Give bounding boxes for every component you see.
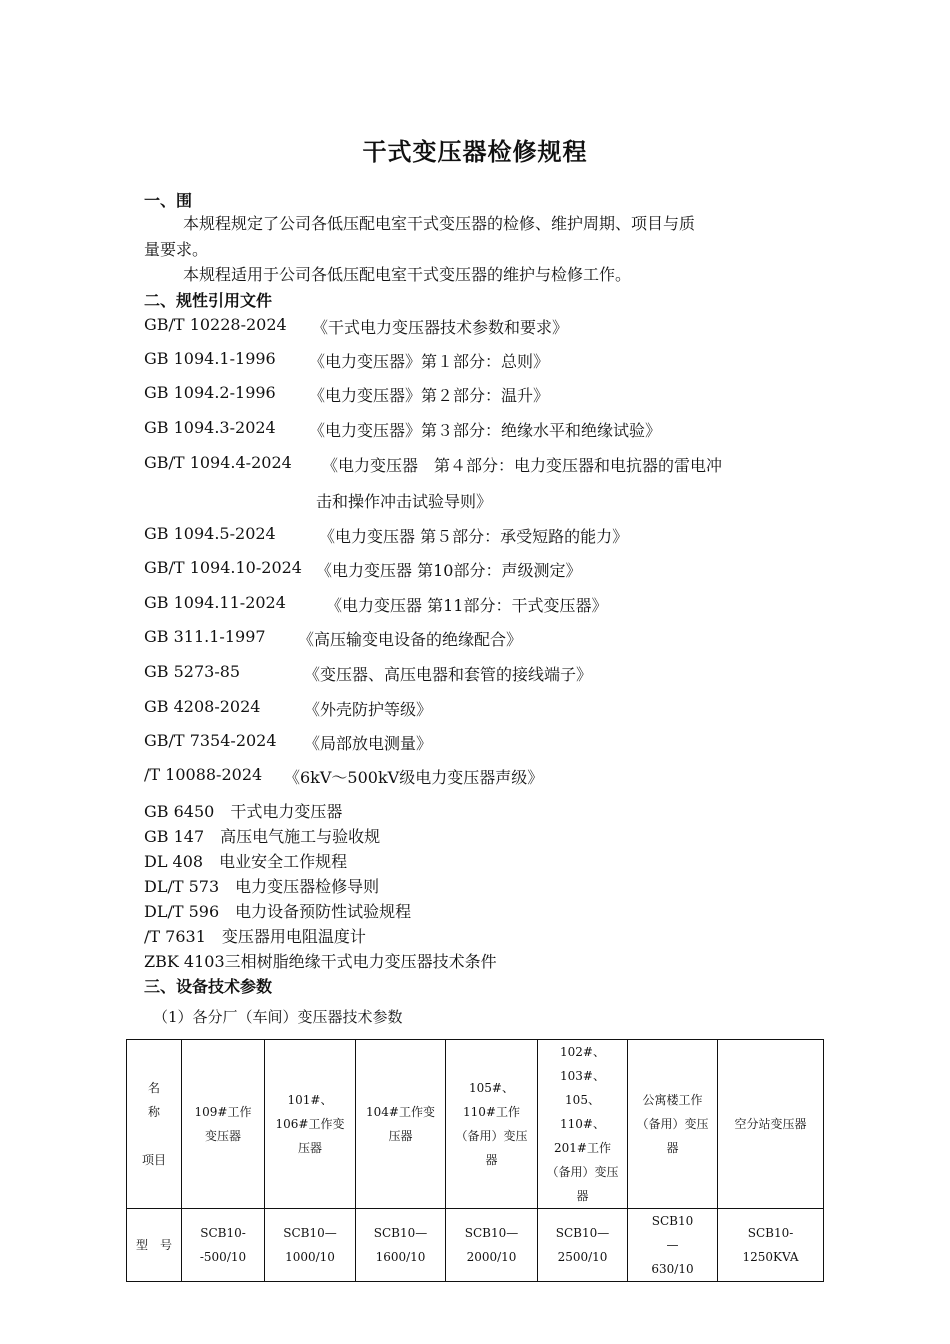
reference-code: GB/T 10228-2024 bbox=[144, 315, 287, 334]
reference-item bbox=[144, 349, 550, 371]
table-cell: SCB10—1000/10 bbox=[265, 1209, 356, 1282]
reference-name: 《电力变压器》第１部分：总则》 bbox=[309, 352, 550, 371]
reference-name: 《6kV～500kV级电力变压器声级》 bbox=[284, 768, 544, 787]
reference-name: 《电力变压器 第５部分：承受短路的能力》 bbox=[319, 527, 629, 546]
table-caption: （1）各分厂（车间）变压器技术参数 bbox=[153, 1008, 403, 1026]
reference-item bbox=[144, 662, 593, 684]
standard-item: DL/T 596 电力设备预防性试验规程 bbox=[144, 902, 412, 921]
reference-item bbox=[144, 593, 608, 615]
page-title: 干式变压器检修规程 bbox=[362, 137, 588, 166]
row-label: 型 号 bbox=[127, 1209, 182, 1282]
reference-item bbox=[144, 731, 433, 753]
corner-header-cell bbox=[127, 1040, 182, 1209]
section3-heading: 三、设备技术参数 bbox=[144, 977, 273, 996]
column-header: 104#工作变压器 bbox=[356, 1040, 446, 1209]
table-cell: SCB10--500/10 bbox=[182, 1209, 265, 1282]
corner-label-name: 名 bbox=[147, 1081, 160, 1095]
reference-item bbox=[144, 524, 629, 546]
reference-code: GB 5273-85 bbox=[144, 662, 241, 681]
reference-code: GB 1094.11-2024 bbox=[144, 593, 286, 612]
column-header: 105#、110#工作（备用）变压器 bbox=[446, 1040, 538, 1209]
reference-name: 《电力变压器》第３部分：绝缘水平和绝缘试验》 bbox=[309, 421, 662, 440]
table-row bbox=[127, 1209, 824, 1282]
reference-code: GB 1094.3-2024 bbox=[144, 418, 276, 437]
reference-code: GB/T 1094.10-2024 bbox=[144, 558, 302, 577]
reference-code: GB 1094.5-2024 bbox=[144, 524, 276, 543]
reference-code: GB 1094.1-1996 bbox=[144, 349, 276, 368]
table-cell: SCB10—2500/10 bbox=[538, 1209, 628, 1282]
table-cell: SCB10—2000/10 bbox=[446, 1209, 538, 1282]
reference-item bbox=[144, 383, 550, 405]
standard-item: /T 7631 变压器用电阻温度计 bbox=[144, 927, 366, 946]
reference-name: 《电力变压器》第２部分：温升》 bbox=[309, 386, 550, 405]
column-header: 公寓楼工作（备用）变压器 bbox=[628, 1040, 718, 1209]
reference-code: GB/T 7354-2024 bbox=[144, 731, 277, 750]
transformer-spec-table bbox=[126, 1039, 824, 1282]
section2-heading: 二、规性引用文件 bbox=[144, 291, 273, 310]
reference-name: 《电力变压器 第10部分：声级测定》 bbox=[316, 561, 582, 580]
reference-code: /T 10088-2024 bbox=[144, 765, 263, 784]
section1-heading: 一、围 bbox=[144, 191, 193, 210]
reference-name: 《局部放电测量》 bbox=[304, 734, 433, 753]
reference-code: GB/T 1094.4-2024 bbox=[144, 453, 292, 472]
reference-name-continued: 击和操作冲击试验导则》 bbox=[316, 492, 493, 511]
reference-code: GB 4208-2024 bbox=[144, 697, 261, 716]
reference-name: 《电力变压器 第４部分：电力变压器和电抗器的雷电冲 bbox=[322, 456, 723, 475]
reference-name: 《高压输变电设备的绝缘配合》 bbox=[298, 630, 523, 649]
reference-code: GB 311.1-1997 bbox=[144, 627, 266, 646]
standard-item: GB 147 高压电气施工与验收规 bbox=[144, 827, 381, 846]
reference-name: 《电力变压器 第11部分：干式变压器》 bbox=[326, 596, 608, 615]
column-header: 101#、106#工作变压器 bbox=[265, 1040, 356, 1209]
reference-item bbox=[144, 418, 662, 440]
section1-para2: 本规程适用于公司各低压配电室干式变压器的维护与检修工作。 bbox=[183, 265, 632, 284]
standard-item: ZBK 4103三相树脂绝缘干式电力变压器技术条件 bbox=[144, 952, 497, 971]
table-cell: SCB10—630/10 bbox=[628, 1209, 718, 1282]
reference-item bbox=[144, 558, 582, 580]
table-header-row bbox=[127, 1040, 824, 1209]
reference-item bbox=[144, 453, 723, 475]
column-header: 109#工作变压器 bbox=[182, 1040, 265, 1209]
reference-item bbox=[144, 765, 544, 787]
corner-label-item: 项目 bbox=[141, 1153, 166, 1167]
section1-para1-line1: 本规程规定了公司各低压配电室干式变压器的检修、维护周期、项目与质 bbox=[183, 214, 696, 233]
corner-label-name2: 称 bbox=[147, 1105, 160, 1119]
standard-item: DL 408 电业安全工作规程 bbox=[144, 852, 348, 871]
table-cell: SCB10—1600/10 bbox=[356, 1209, 446, 1282]
reference-name: 《干式电力变压器技术参数和要求》 bbox=[312, 318, 569, 337]
standard-item: GB 6450 干式电力变压器 bbox=[144, 802, 343, 821]
column-header: 102#、103#、105、110#、201#工作（备用）变压器 bbox=[538, 1040, 628, 1209]
reference-item bbox=[144, 315, 569, 337]
reference-item bbox=[144, 627, 523, 649]
section1-para1-line2: 量要求。 bbox=[144, 240, 209, 259]
reference-code: GB 1094.2-1996 bbox=[144, 383, 276, 402]
reference-name: 《变压器、高压电器和套管的接线端子》 bbox=[304, 665, 593, 684]
column-header: 空分站变压器 bbox=[718, 1040, 824, 1209]
reference-name: 《外壳防护等级》 bbox=[304, 700, 433, 719]
standard-item: DL/T 573 电力变压器检修导则 bbox=[144, 877, 380, 896]
reference-item bbox=[144, 697, 433, 719]
table-cell: SCB10-1250KVA bbox=[718, 1209, 824, 1282]
